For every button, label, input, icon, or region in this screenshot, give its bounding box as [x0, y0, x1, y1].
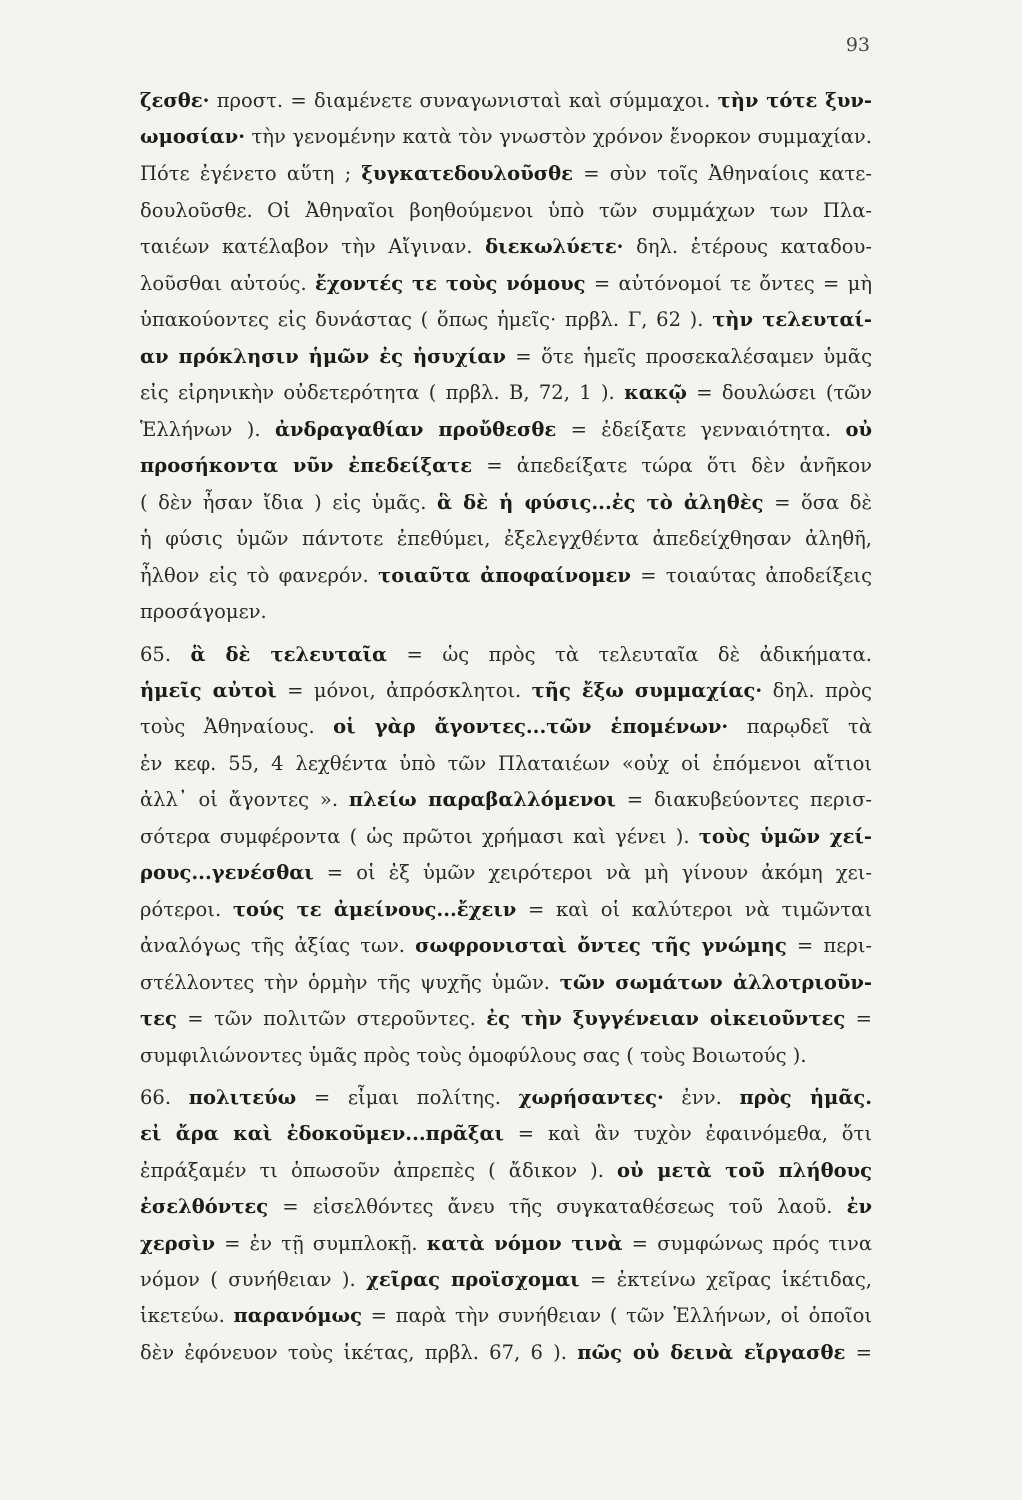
gloss-text: = διακυβεύοντες περισ- [615, 788, 872, 811]
lemma-term: τοιαῦτα ἀποφαίνομεν [378, 564, 631, 587]
lemma-term: τῆς ἔξω συμμαχίας· [531, 679, 763, 702]
text-line [140, 524, 872, 554]
gloss-text: λοῦσθαι αὐτούς. [140, 272, 315, 295]
lemma-term: ἡμεῖς αὐτοὶ [140, 679, 277, 702]
gloss-text: ἀναλόγως τῆς ἀξίας των. [140, 934, 416, 957]
gloss-text: ἱκετεύω. [140, 1304, 234, 1327]
gloss-text: προσάγομεν. [140, 600, 267, 623]
text-line [140, 676, 872, 706]
gloss-text: σότερα συμφέροντα ( ὡς πρῶτοι χρήμασι καὶ γένει ). [140, 825, 699, 848]
gloss-text: = ἐδείξατε γενναιότητα. [556, 418, 846, 441]
lemma-term: κατὰ νόμον τινὰ [426, 1232, 623, 1255]
lemma-term: οὐ [845, 418, 872, 441]
gloss-text: δηλ. ἑτέρους καταδου- [623, 235, 872, 258]
lemma-term: ζεσθε· [140, 89, 210, 112]
gloss-text: εἰς εἰρηνικὴν οὐδετερότητα ( πρβλ. Β, 72, 1 ). [140, 381, 625, 404]
lemma-term: εἰ ἄρα καὶ ἐδοκοῦμεν...πρᾶξαι [140, 1122, 504, 1145]
text-line [140, 86, 872, 116]
lemma-term: προσήκοντα νῦν ἐπεδείξατε [140, 454, 473, 477]
gloss-text: δουλοῦσθε. Οἱ Ἀθηναῖοι βοηθούμενοι ὑπὸ τῶν συμμάχων των Πλα- [140, 199, 872, 222]
text-line [140, 895, 872, 925]
gloss-text: = περι- [786, 934, 872, 957]
lemma-term: τὴν τελευταί- [712, 308, 872, 331]
lemma-term: χωρήσαντες· [518, 1086, 664, 1109]
gloss-text: = ὅσα δὲ [763, 491, 872, 514]
gloss-text: = καὶ ἂν τυχὸν ἐφαινόμεθα, ὅτι [503, 1122, 872, 1145]
text-line [140, 342, 872, 372]
gloss-text: = ὅτε ἡμεῖς προσεκαλέσαμεν ὑμᾶς [505, 345, 872, 368]
gloss-text: = τοιαύτας ἀποδείξεις [630, 564, 872, 587]
lemma-term: οὐ μετὰ τοῦ πλήθους [617, 1159, 872, 1182]
text-line [140, 597, 872, 627]
gloss-text: 66. [140, 1086, 189, 1109]
text-line [140, 159, 872, 189]
lemma-term: κακῷ [624, 381, 687, 404]
lemma-term: τῶν σωμάτων ἀλλοτριοῦν- [559, 971, 872, 994]
text-line [140, 1338, 872, 1368]
lemma-term: ἀνδραγαθίαν προὔθεσθε [274, 418, 557, 441]
gloss-text: νόμον ( συνήθειαν ). [140, 1268, 367, 1291]
gloss-text: τὴν γενομένην κατὰ τὸν γνωστὸν χρόνον ἔνορκον συμμαχίαν. [244, 125, 872, 148]
gloss-text: = ἐν τῇ συμπλοκῇ. [215, 1232, 427, 1255]
lemma-term: σωφρονισταὶ ὄντες τῆς γνώμης [415, 934, 787, 957]
text-line [140, 1265, 872, 1295]
gloss-text: ( δὲν ἦσαν ἴδια ) εἰς ὑμᾶς. [140, 491, 437, 514]
text-line [140, 1156, 872, 1186]
lemma-term: ρους...γενέσθαι [140, 861, 314, 884]
text-line [140, 561, 872, 591]
lemma-term: παρανόμως [233, 1304, 362, 1327]
gloss-text: συμφιλιώνοντες ὑμᾶς πρὸς τοὺς ὁμοφύλους σας ( τοὺς Βοιωτούς ). [140, 1044, 807, 1067]
text-line [140, 415, 872, 445]
gloss-text: = παρὰ τὴν συνήθειαν ( τῶν Ἑλλήνων, οἱ ὁποῖοι [361, 1304, 872, 1327]
lemma-term: πῶς οὐ δεινὰ εἴργασθε [577, 1341, 846, 1364]
gloss-text: = δουλώσει (τῶν [686, 381, 872, 404]
lemma-term: τες [140, 1007, 177, 1030]
gloss-text: δηλ. πρὸς [762, 679, 872, 702]
lemma-term: ἐσελθόντες [140, 1195, 269, 1218]
gloss-text: = εἰσελθόντες ἄνευ τῆς συγκαταθέσεως τοῦ λαοῦ. [268, 1195, 847, 1218]
lemma-term: ἐς τὴν ξυγγένειαν οἰκειοῦντες [486, 1007, 846, 1030]
gloss-text: ἀλλ᾽ οἱ ἄγοντες ». [140, 788, 349, 811]
gloss-text: προστ. = διαμένετε συναγωνισταὶ καὶ σύμμαχοι. [209, 89, 718, 112]
lemma-term: αν πρόκλησιν ἡμῶν ἐς ἡσυχίαν [140, 345, 506, 368]
text-line [140, 640, 872, 670]
text-line [140, 488, 872, 518]
lemma-term: τὴν τότε ξυν- [717, 89, 872, 112]
gloss-text: = οἱ ἐξ ὑμῶν χειρότεροι νὰ μὴ γίνουν ἀκόμη χει- [313, 861, 872, 884]
gloss-text: = ἐκτείνω χεῖρας ἱκέτιδας, [579, 1268, 872, 1291]
lemma-term: ωμοσίαν· [140, 125, 245, 148]
text-line [140, 1083, 872, 1113]
text-line [140, 122, 872, 152]
text-line [140, 858, 872, 888]
lemma-term: τούς τε ἀμείνους...ἔχειν [232, 898, 517, 921]
lemma-term: χεῖρας προϊσχομαι [366, 1268, 580, 1291]
gloss-text: = συμφώνως πρός τινα [622, 1232, 872, 1255]
gloss-text: ἐνν. [663, 1086, 740, 1109]
gloss-text: = μόνοι, ἀπρόσκλητοι. [276, 679, 532, 702]
gloss-text: ρότεροι. [140, 898, 233, 921]
lemma-term: οἱ γὰρ ἄγοντες...τῶν ἑπομένων· [333, 715, 729, 738]
lemma-term: ἃ δὲ τελευταῖα [190, 643, 388, 666]
gloss-text: = [845, 1341, 872, 1364]
text-line [140, 196, 872, 226]
lemma-term: ξυγκατεδουλοῦσθε [361, 162, 573, 185]
gloss-text: ἐπράξαμέν τι ὁπωσοῦν ἀπρεπὲς ( ἄδικον ). [140, 1159, 618, 1182]
gloss-text: Πότε ἐγένετο αὕτη ; [140, 162, 362, 185]
page-number: 93 [845, 34, 870, 56]
lemma-term: χερσὶν [140, 1232, 215, 1255]
gloss-text: 65. [140, 643, 191, 666]
gloss-text: = [845, 1007, 872, 1030]
text-line [140, 931, 872, 961]
text-line [140, 1004, 872, 1034]
lemma-term: πρὸς ἡμᾶς. [739, 1086, 872, 1109]
text-line [140, 785, 872, 815]
gloss-text: = αὐτόνομοί τε ὄντες = μὴ [585, 272, 872, 295]
gloss-text: παρῳδεῖ τὰ [728, 715, 872, 738]
lemma-term: πλείω παραβαλλόμενοι [348, 788, 616, 811]
text-line [140, 968, 872, 998]
gloss-text: = καὶ οἱ καλύτεροι νὰ τιμῶνται [516, 898, 872, 921]
gloss-text: ἦλθον εἰς τὸ φανερόν. [140, 564, 379, 587]
gloss-text: στέλλοντες τὴν ὁρμὴν τῆς ψυχῆς ὑμῶν. [140, 971, 560, 994]
gloss-text: δὲν ἐφόνευον τοὺς ἱκέτας, πρβλ. 67, 6 ). [140, 1341, 578, 1364]
text-line [140, 378, 872, 408]
gloss-text: = εἶμαι πολίτης. [296, 1086, 519, 1109]
gloss-text: = ὡς πρὸς τὰ τελευταῖα δὲ ἀδικήματα. [387, 643, 872, 666]
text-line [140, 1041, 872, 1071]
gloss-text: = τῶν πολιτῶν στεροῦντες. [176, 1007, 487, 1030]
lemma-term: διεκωλύετε· [485, 235, 624, 258]
text-line [140, 749, 872, 779]
lemma-term: ἐν [846, 1195, 872, 1218]
text-line [140, 1119, 872, 1149]
lemma-term: ἃ δὲ ἡ φύσις...ἐς τὸ ἀληθὲς [436, 491, 764, 514]
text-line [140, 451, 872, 481]
gloss-text: τοὺς Ἀθηναίους. [140, 715, 334, 738]
gloss-text: ἡ φύσις ὑμῶν πάντοτε ἐπεθύμει, ἐξελεγχθέντα ἀπεδείχθησαν ἀληθῆ, [140, 527, 872, 550]
gloss-text: ὑπακούοντες εἰς δυνάστας ( ὅπως ἡμεῖς· πρβλ. Γ, 62 ). [140, 308, 713, 331]
text-line [140, 1192, 872, 1222]
text-line [140, 1301, 872, 1331]
gloss-text: ταιέων κατέλαβον τὴν Αἴγιναν. [140, 235, 486, 258]
lemma-term: τοὺς ὑμῶν χεί- [698, 825, 872, 848]
text-line [140, 269, 872, 299]
text-line [140, 712, 872, 742]
text-line [140, 232, 872, 262]
text-line [140, 822, 872, 852]
lemma-term: ἔχοντές τε τοὺς νόμους [315, 272, 586, 295]
text-line [140, 305, 872, 335]
gloss-text: Ἑλλήνων ). [140, 418, 275, 441]
gloss-text: = ἀπεδείξατε τώρα ὅτι δὲν ἀνῆκον [472, 454, 872, 477]
text-line [140, 1229, 872, 1259]
lemma-term: πολιτεύω [188, 1086, 297, 1109]
gloss-text: = σὺν τοῖς Ἀθηναίοις κατε- [572, 162, 872, 185]
gloss-text: ἐν κεφ. 55, 4 λεχθέντα ὑπὸ τῶν Πλαταιέων «οὐχ οἱ ἑπόμενοι αἴτιοι [140, 752, 872, 775]
